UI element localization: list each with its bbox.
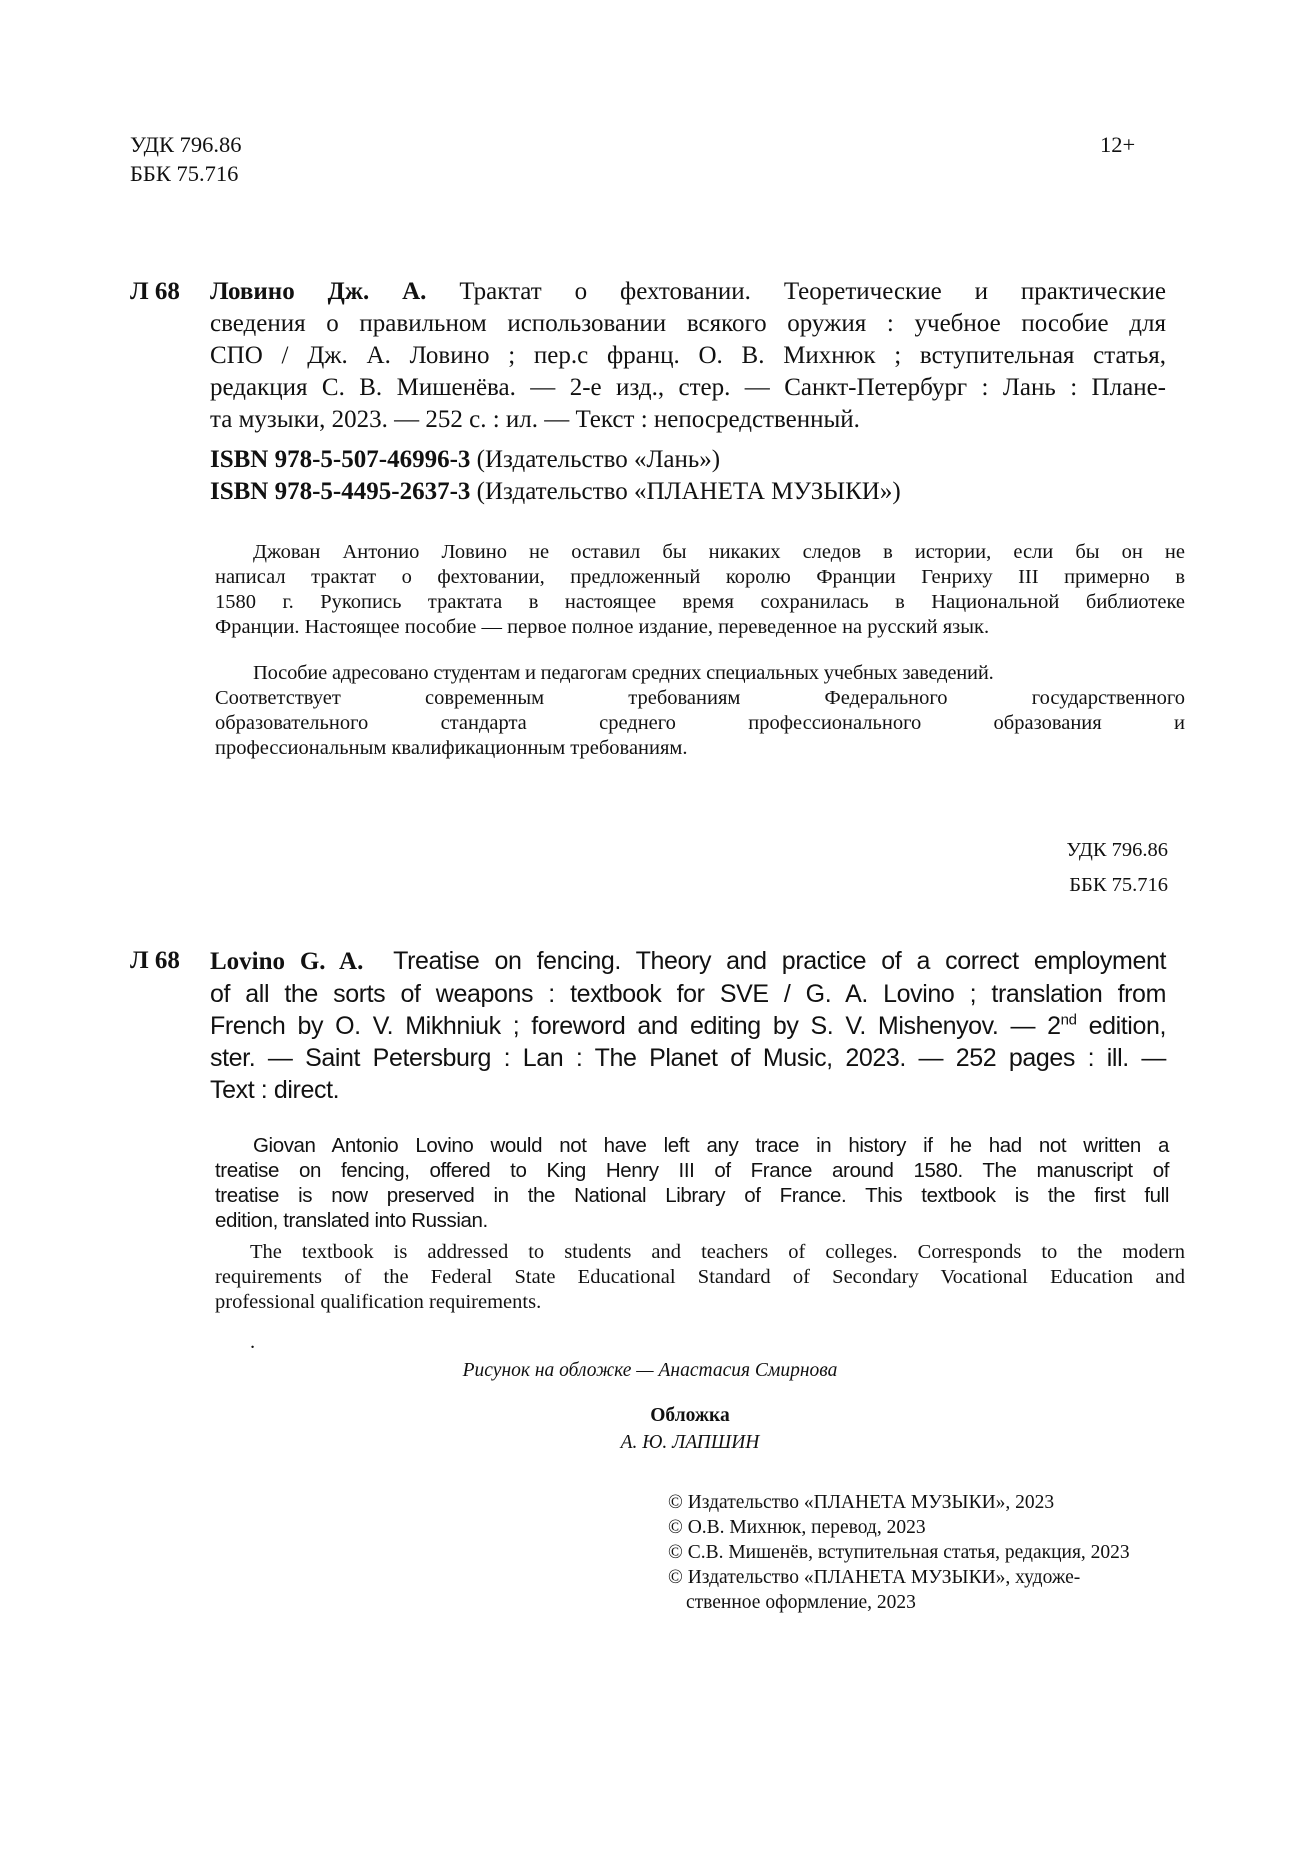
en-author: Lovino G. A. bbox=[210, 948, 364, 975]
ru-abstract: Джован Антонио Ловино не оставил бы никаких следов в истории, если бы он не написал трактат о фехтовании, предложенный королю Франции Генриху III примерно в 1580 г. Рукопись трактата в настоящее время сохранилась в Национальной библиотеке Франции. Настоящее пособие — первое полное издание, переведенное на русский язык. bbox=[215, 541, 1185, 638]
copyright-line: © О.В. Михнюк, перевод, 2023 bbox=[668, 1517, 926, 1538]
ru-catalog-code: Л 68 bbox=[130, 278, 180, 305]
cover-label: Обложка bbox=[650, 1405, 730, 1426]
ru-record-cont bbox=[210, 308, 1166, 436]
en-bbk-code: ББК 75.716 bbox=[1069, 874, 1168, 896]
ru-audience: Пособие адресовано студентам и педагогам средних специальных учебных заведений. Соответствует современным требованиям Федерального государственного образовательного стандарта среднего профессионального образования и профессиональным квалификационным требованиям. bbox=[215, 662, 1185, 759]
ru-record-line-5: та музыки, 2023. — 252 с. : ил. — Текст : непосредственный. bbox=[210, 406, 860, 433]
copyright-line: © С.В. Мишенёв, вступительная статья, редакция, 2023 bbox=[668, 1542, 1130, 1563]
en-record-line-4: ster. — Saint Petersburg : Lan : The Planet of Music, 2023. — 252 pages : ill. — bbox=[210, 1044, 1166, 1072]
en-bibliographic-record bbox=[210, 945, 1166, 1106]
en-record-line-1: Lovino G. A. Treatise on fencing. Theory and practice of a correct employment bbox=[210, 947, 1167, 975]
udk-code: УДК 796.86 bbox=[130, 132, 242, 157]
cover-designer: А. Ю. ЛАПШИН bbox=[620, 1432, 760, 1453]
ru-isbn-1: ISBN 978-5-507-46996-3 (Издательство «Лань») bbox=[210, 446, 721, 473]
ru-record-line-1: Ловино Дж. А. Трактат о фехтовании. Теоретические и практические bbox=[210, 278, 1166, 305]
ru-record-line-3: СПО / Дж. А. Ловино ; пер.с франц. О. В. Михнюк ; вступительная статья, bbox=[210, 342, 1166, 369]
bbk-code: ББК 75.716 bbox=[130, 161, 239, 186]
ru-bibliographic-record bbox=[210, 276, 1166, 308]
en-catalog-code: Л 68 bbox=[130, 947, 180, 974]
copyright-line: ственное оформление, 2023 bbox=[686, 1592, 916, 1613]
ru-author: Ловино Дж. А. bbox=[210, 278, 427, 305]
ru-record-line-4: редакция С. В. Мишенёва. — 2-е изд., стер. — Санкт-Петербург : Лань : Плане- bbox=[210, 374, 1166, 401]
en-record-line-3: French by O. V. Mikhniuk ; foreword and editing by S. V. Mishenyov. — 2nd edition, bbox=[210, 1011, 1166, 1040]
en-record-line-2: of all the sorts of weapons : textbook for SVE / G. A. Lovino ; translation from bbox=[210, 980, 1166, 1008]
copyright-block bbox=[668, 1490, 1188, 1615]
en-audience: The textbook is addressed to students and teachers of colleges. Corresponds to the modern requirements of the Federal State Educational Standard of Secondary Vocational Education and professional qualification requirements. bbox=[215, 1241, 1185, 1313]
copyright-line: © Издательство «ПЛАНЕТА МУЗЫКИ», 2023 bbox=[668, 1492, 1055, 1513]
ru-record-line-2: сведения о правильном использовании всякого оружия : учебное пособие для bbox=[210, 310, 1166, 337]
en-udk-code: УДК 796.86 bbox=[1066, 839, 1168, 861]
stray-dot: . bbox=[250, 1331, 256, 1353]
age-rating: 12+ bbox=[1100, 132, 1136, 157]
en-record-line-5: Text : direct. bbox=[210, 1076, 340, 1104]
cover-art-credit: Рисунок на обложке — Анастасия Смирнова bbox=[462, 1360, 838, 1381]
copyright-line: © Издательство «ПЛАНЕТА МУЗЫКИ», художе- bbox=[668, 1567, 1081, 1588]
ru-isbn-2: ISBN 978-5-4495-2637-3 (Издательство «ПЛАНЕТА МУЗЫКИ») bbox=[210, 478, 901, 505]
en-abstract: Giovan Antonio Lovino would not have left any trace in history if he had not written a treatise on fencing, offered to King Henry III of France around 1580. The manuscript of treatise is now preserved in the National Library of France. This textbook is the first full edition, translated into Russian. bbox=[215, 1134, 1169, 1232]
